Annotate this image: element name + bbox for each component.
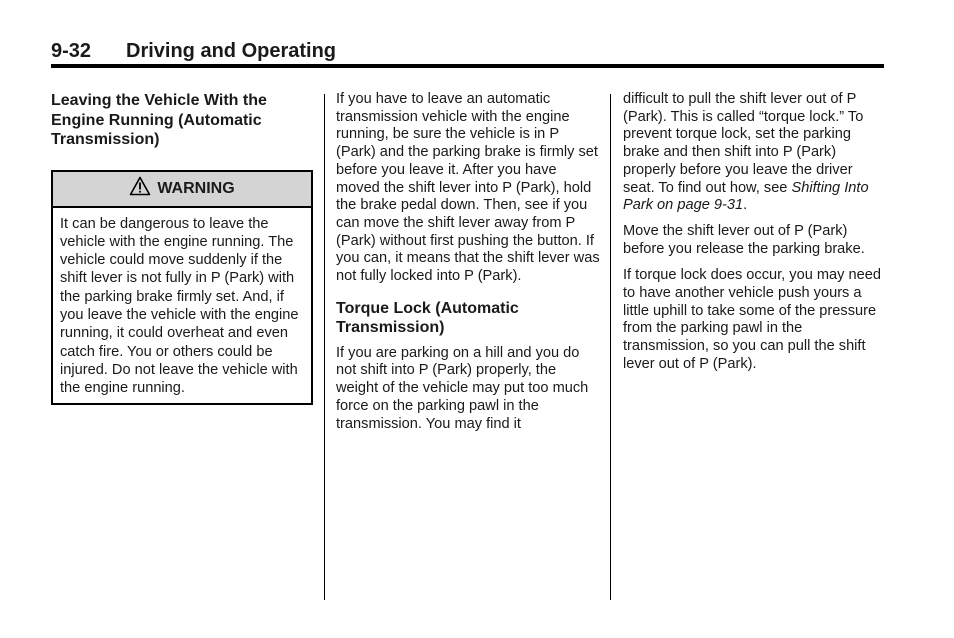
column-left xyxy=(51,91,313,405)
warning-box xyxy=(51,170,313,406)
warning-label: WARNING xyxy=(157,179,235,197)
paragraph-text: difficult to pull the shift lever out of P (Park). This is called “torque lock.” To prevent torque lock, set the parking brake and then shift into P (Park) properly before you leave the driver seat. To find out how, see xyxy=(623,91,864,196)
paragraph: If you are parking on a hill and you do not shift into P (Park) properly, the weight of the vehicle may put too much force on the parking pawl in the transmission. You may find it xyxy=(336,344,589,432)
column-middle xyxy=(336,91,601,442)
cross-reference-link[interactable]: Shifting Into Park on page 9-31 xyxy=(623,179,869,214)
paragraph-end: . xyxy=(743,197,748,214)
section-heading: Torque Lock (Automatic Transmission) xyxy=(336,299,519,337)
page-header xyxy=(51,38,884,68)
column-divider xyxy=(610,94,611,600)
section-title: Driving and Operating xyxy=(126,40,337,62)
section-heading: Leaving the Vehicle With the Engine Running (Automatic Transmission) xyxy=(51,92,267,148)
page-number: 9-32 xyxy=(51,40,92,62)
warning-header xyxy=(53,172,311,208)
paragraph: If you have to leave an automatic transmission vehicle with the engine running, be sure the vehicle is in P (Park) and the parking brake is firmly set before you leave it. After you have moved the shift lever into P (Park), hold the brake pedal down. Then, see if you can move the shift lever away from P (Park) without first pushing the button. If you can, it means that the shift lever was not fully locked into P (Park). xyxy=(336,91,600,285)
warning-triangle-icon xyxy=(129,176,151,201)
paragraph: If torque lock does occur, you may need to have another vehicle push yours a little uphill to take some of the pressure from the parking pawl in the transmission, so you can pull the shift lever out of P (Park). xyxy=(623,267,881,372)
warning-text: It can be dangerous to leave the vehicle with the engine running. The vehicle could move suddenly if the shift lever is not fully in P (Park) with the parking brake firmly set. And, if you leave the vehicle with the engine running, it could overheat and even catch fire. You or others could be injured. Do not leave the vehicle with the engine running. xyxy=(60,215,299,397)
paragraph xyxy=(623,91,885,215)
column-right xyxy=(623,91,885,382)
column-divider xyxy=(324,94,325,600)
paragraph: Move the shift lever out of P (Park) before you release the parking brake. xyxy=(623,223,865,258)
